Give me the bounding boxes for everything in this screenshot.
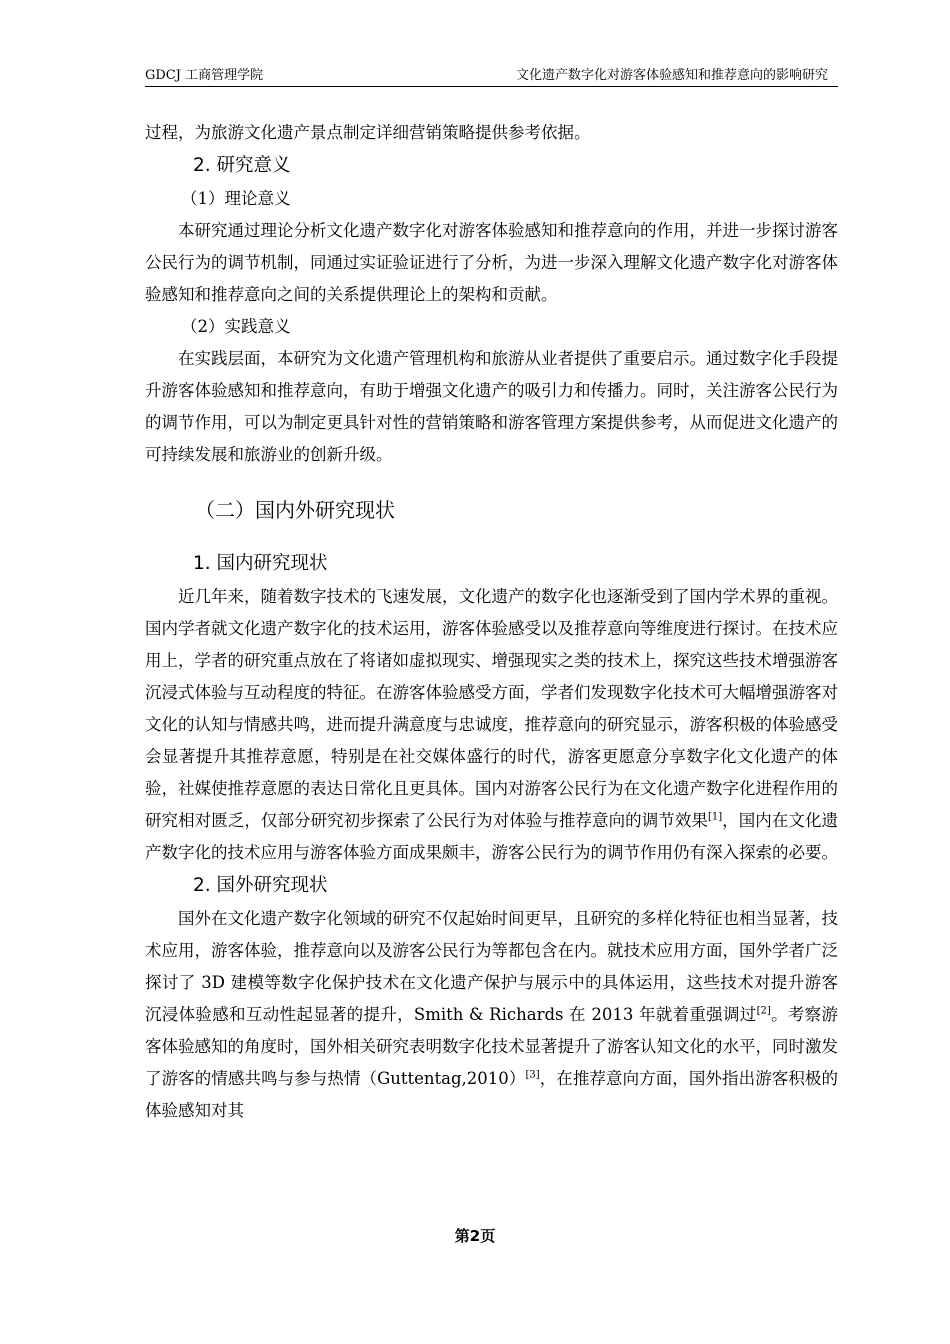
- heading-research-status: （二）国内外研究现状: [195, 498, 395, 522]
- subheading-theory: （1）理论意义: [181, 189, 291, 208]
- citation-2: [2]: [756, 1005, 771, 1017]
- page-content: [145, 117, 838, 1127]
- paragraph-foreign: [145, 903, 838, 1127]
- paragraph-domestic: [145, 581, 838, 869]
- page-header: [145, 66, 838, 87]
- continued-paragraph: 过程，为旅游文化遗产景点制定详细营销策略提供参考依据。: [145, 123, 591, 142]
- page-number: 第2页: [454, 1227, 496, 1245]
- paragraph-theory: 本研究通过理论分析文化遗产数字化对游客体验感知和推荐意向的作用，并进一步探讨游客公民行为的调节机制，同通过实证验证进行了分析，为进一步深入理解文化遗产数字化对游客体验感知和推荐意向之间的关系提供理论上的架构和贡献。: [145, 221, 838, 304]
- subheading-practice: （2）实践意义: [181, 317, 291, 336]
- foreign-text-a: 国外在文化遗产数字化领域的研究不仅起始时间更早，且研究的多样化特征也相当显著，技术应用，游客体验，推荐意向以及游客公民行为等都包含在内。就技术应用方面，国外学者广泛探讨了 3D 建模等数字化保护技术在文化遗产保护与展示中的具体运用，这些技术对提升游客沉浸体验感和互动性起显著的提升，Smith & Richards 在 2013 年就着重强调过: [145, 909, 838, 1024]
- domestic-text-a: 近几年来，随着数字技术的飞速发展，文化遗产的数字化也逐渐受到了国内学术界的重视。国内学者就文化遗产数字化的技术运用，游客体验感受以及推荐意向等维度进行探讨。在技术应用上，学者的研究重点放在了将诸如虚拟现实、增强现实之类的技术上，探究这些技术增强游客沉浸式体验与互动程度的特征。在游客体验感受方面，学者们发现数字化技术可大幅增强游客对文化的认知与情感共鸣，进而提升满意度与忠诚度，推荐意向的研究显示，游客积极的体验感受会显著提升其推荐意愿，特别是在社交媒体盛行的时代，游客更愿意分享数字化文化遗产的体验，社媒使推荐意愿的表达日常化且更具体。国内对游客公民行为在文化遗产数字化进程作用的研究相对匮乏，仅部分研究初步探索了公民行为对体验与推荐意向的调节效果: [145, 587, 838, 830]
- foreign-text-c: ，在推荐意向方面，国外指出游客积极的体验感知对其: [145, 1069, 838, 1120]
- citation-3: [3]: [525, 1069, 540, 1081]
- header-institution: GDCJ 工商管理学院: [145, 68, 264, 83]
- header-title: 文化遗产数字化对游客体验感知和推荐意向的影响研究: [515, 68, 828, 83]
- heading-domestic-status: 1. 国内研究现状: [193, 553, 328, 574]
- heading-research-significance: 2. 研究意义: [193, 155, 291, 176]
- heading-foreign-status: 2. 国外研究现状: [193, 875, 328, 896]
- paragraph-practice: 在实践层面，本研究为文化遗产管理机构和旅游从业者提供了重要启示。通过数字化手段提升游客体验感知和推荐意向，有助于增强文化遗产的吸引力和传播力。同时，关注游客公民行为的调节作用，可以为制定更具针对性的营销策略和游客管理方案提供参考，从而促进文化遗产的可持续发展和旅游业的创新升级。: [145, 349, 838, 464]
- domestic-text-b: ，国内在文化遗产数字化的技术应用与游客体验方面成果颇丰，游客公民行为的调节作用仍有深入探索的必要。: [145, 811, 839, 862]
- foreign-text-b: 。考察游客体验感知的角度时，国外相关研究表明数字化技术显著提升了游客认知文化的水平，同时激发了游客的情感共鸣与参与热情（Guttentag,2010）: [145, 1005, 838, 1088]
- citation-1: [1]: [707, 811, 723, 823]
